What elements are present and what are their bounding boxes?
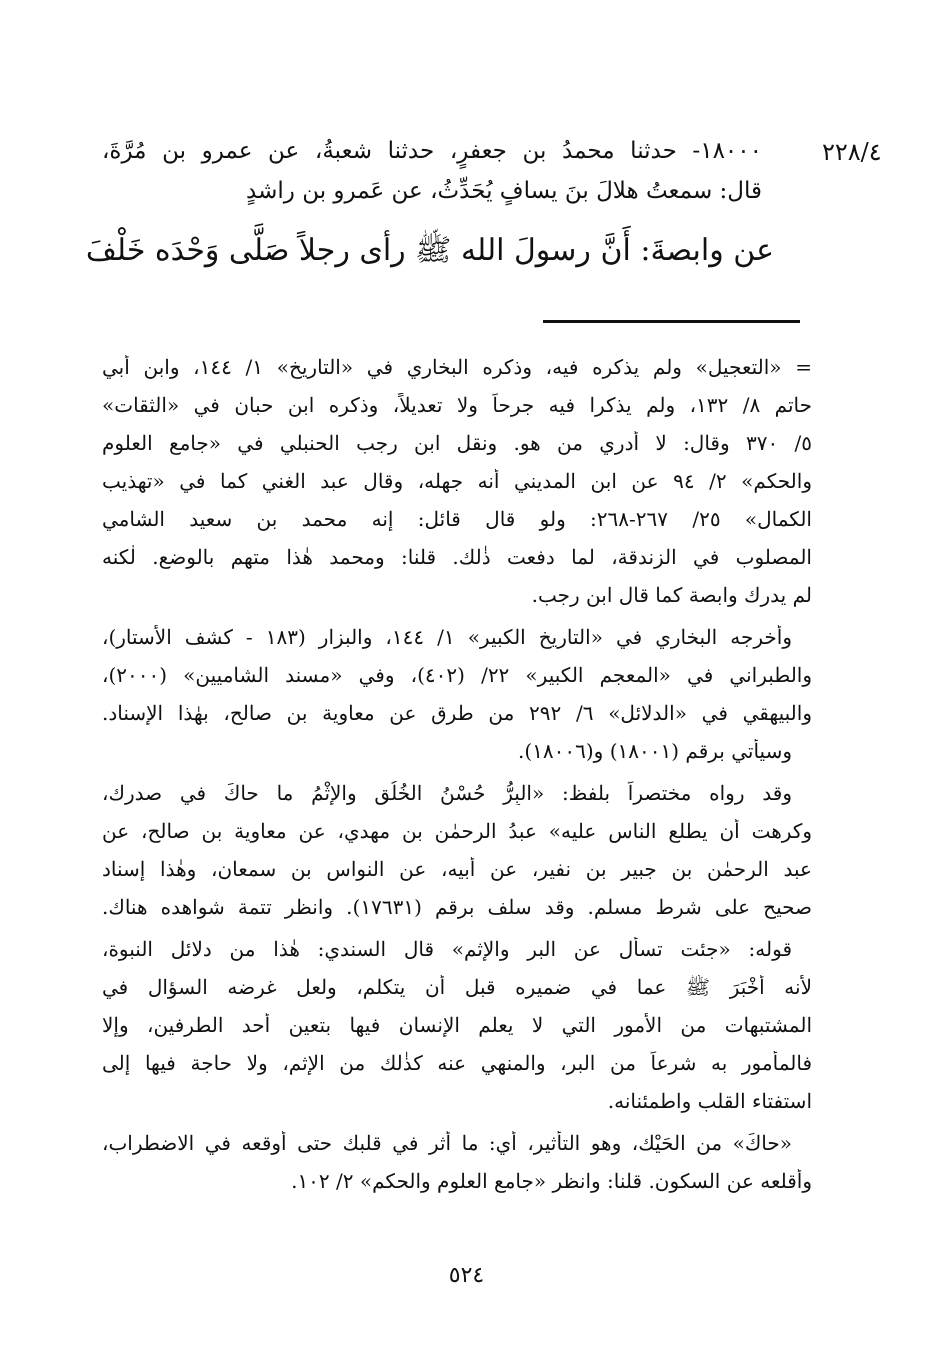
footnote-line: والبيهقي في «الدلائل» ٦/ ٢٩٢ من طرق عن معاوية بن صالح، بهٰذا الإسناد.: [102, 701, 812, 725]
footnote-line: صحيح على شرط مسلم. وقد سلف برقم (١٧٦٣١). وانظر تتمة شواهده هناك.: [102, 895, 812, 919]
hadith-line: ١٨٠٠٠- حدثنا محمدُ بن جعفرٍ، حدثنا شعبةُ، عن عمرو بن مُرَّةَ،: [102, 138, 762, 164]
footnote-line: وقد رواه مختصراً بلفظ: «البِرُّ حُسْنُ الخُلُقِ والإِثْمُ ما حاكَ في صدرك،: [102, 781, 792, 805]
footnote-line: والطبراني في «المعجم الكبير» ٢٢/ (٤٠٢)، وفي «مسند الشاميين» (٢٠٠٠)،: [102, 663, 812, 687]
footnote-line: وسيأتي برقم (١٨٠٠١) و(١٨٠٠٦).: [517, 739, 792, 763]
footnote-separator: [543, 320, 800, 323]
footnote-line: «حاكَ» من الحَيْك، وهو التأثير، أي: ما أثر في قلبك حتى أوقعه في الاضطراب،: [102, 1131, 792, 1155]
footnote-line: عبد الرحمٰن بن جبير بن نفير، عن أبيه، عن النواس بن سمعان، وهٰذا إسناد: [102, 857, 812, 881]
footnote-line: والحكم» ٢/ ٩٤ عن ابن المديني أنه جهله، وقال عبد الغني كما في «تهذيب: [102, 469, 812, 493]
footnote-line: وأقلعه عن السكون. قلنا: وانظر «جامع العلوم والحكم» ٢/ ١٠٢.: [291, 1169, 812, 1193]
footnote-line: لأنه أَخْبَرَ ﷺ عما في ضميره قبل أن يتكلم، ولعل غرضه السؤال في: [102, 975, 812, 999]
volume-page-reference: ٢٢٨/٤: [822, 138, 882, 166]
footnote-line: استفتاء القلب واطمئنانه.: [607, 1089, 812, 1113]
footnote-line: المشتبهات من الأمور التي لا يعلم الإنسان فيها بتعين أحد الطرفين، وإلا: [102, 1013, 812, 1037]
footnote-line: فالمأمور به شرعاً من البر، والمنهي عنه كذٰلك من الإثم، ولا حاجة فيها إلى: [102, 1051, 812, 1075]
footnote-line: الكمال» ٢٥/ ٢٦٧-٢٦٨: ولو قال قائل: إنه محمد بن سعيد الشامي: [102, 507, 812, 531]
page-number: ٥٢٤: [448, 1263, 485, 1288]
footnote-line: ٥/ ٣٧٠ وقال: لا أدري من هو. ونقل ابن رجب الحنبلي في «جامع العلوم: [102, 431, 812, 455]
hadith-line: قال: سمعتُ هلالَ بنَ يسافٍ يُحَدِّثُ، عن عَمرو بن راشدٍ: [246, 178, 762, 204]
footnote-line: وأخرجه البخاري في «التاريخ الكبير» ١/ ١٤٤، والبزار (١٨٣ - كشف الأستار)،: [102, 625, 792, 649]
footnote-line: لم يدرك وابصة كما قال ابن رجب.: [531, 583, 812, 607]
footnote-line: حاتم ٨/ ١٣٢، ولم يذكرا فيه جرحاً ولا تعديلاً، وذكره ابن حبان في «الثقات»: [102, 393, 812, 417]
footnote-line: = «التعجيل» ولم يذكره فيه، وذكره البخاري في «التاريخ» ١/ ١٤٤، وابن أبي: [102, 355, 812, 379]
footnote-line: المصلوب في الزندقة، لما دفعت ذٰلك. قلنا: ومحمد هٰذا متهم بالوضع. لٰكنه: [102, 545, 812, 569]
hadith-line: عن وابصةَ: أَنَّ رسولَ الله ﷺ رأى رجلاً صَلَّى وَحْدَه خَلْفَ: [85, 233, 774, 268]
footnote-line: وكرهت أن يطلع الناس عليه» عبدُ الرحمٰن بن مهدي، عن معاوية بن صالح، عن: [102, 819, 812, 843]
footnote-line: قوله: «جئت تسأل عن البر والإثم» قال السندي: هٰذا من دلائل النبوة،: [102, 937, 792, 961]
